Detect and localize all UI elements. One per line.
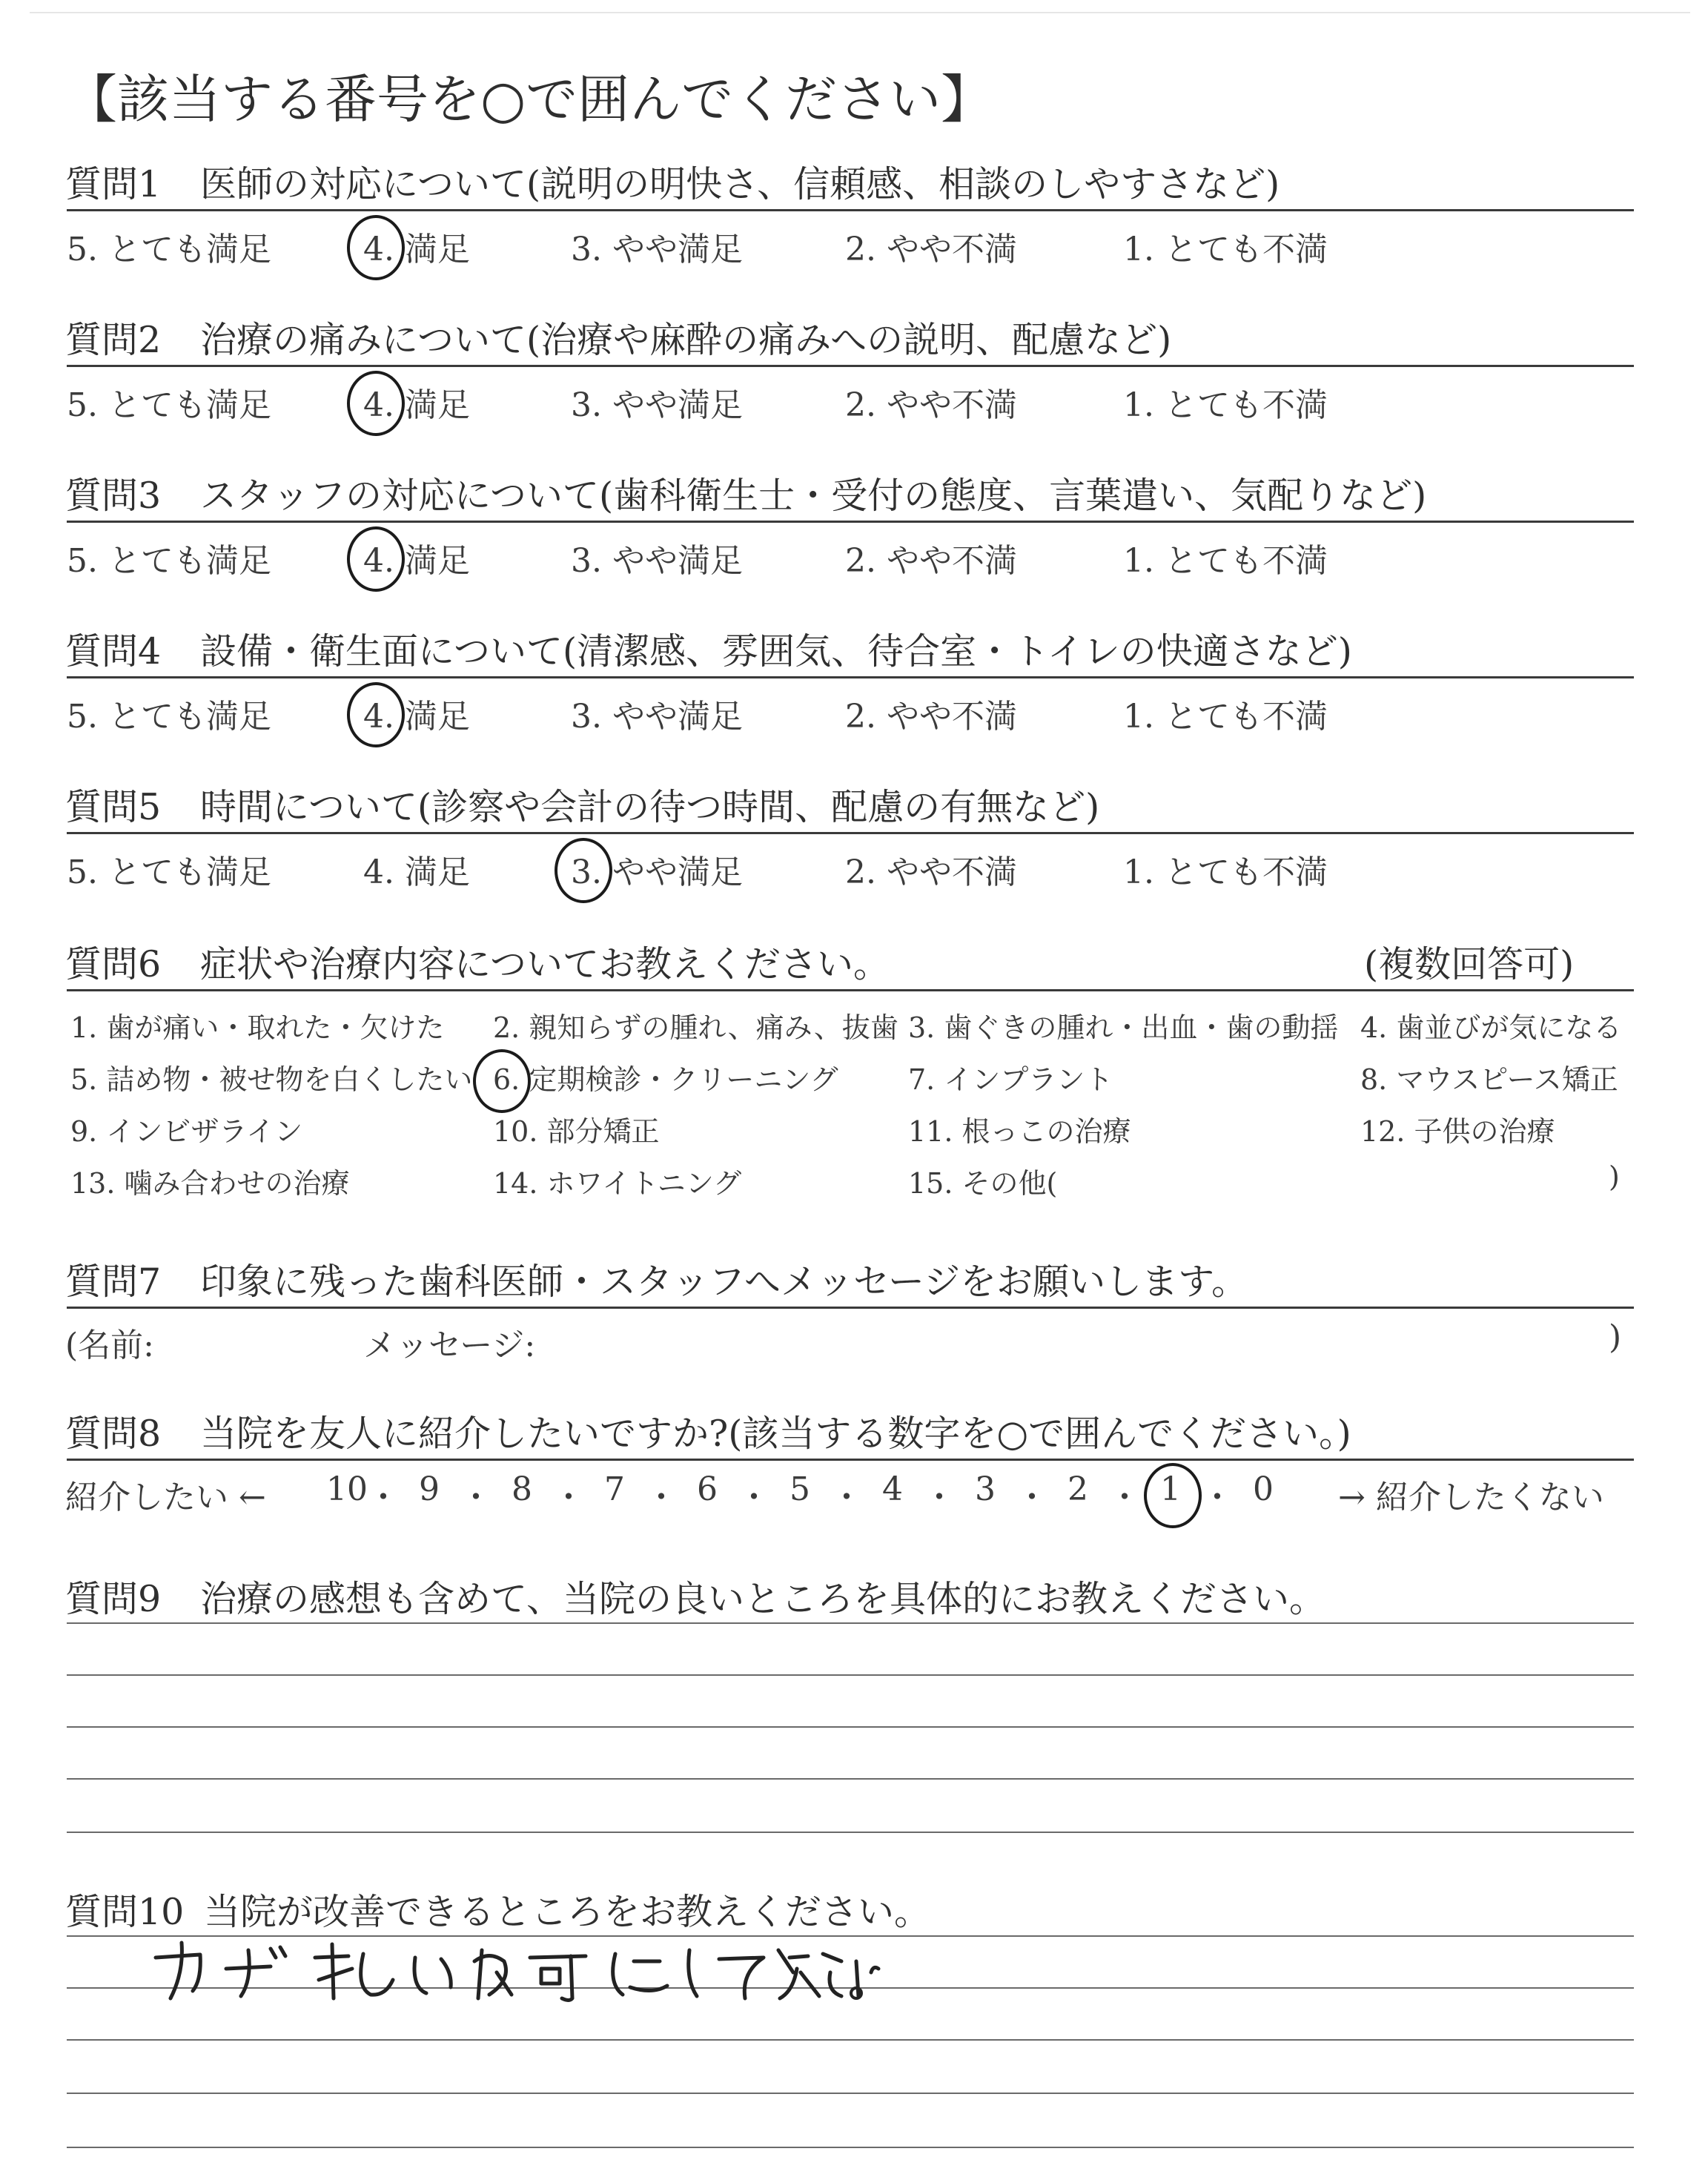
score-separator: ・	[552, 1479, 585, 1516]
rating-option[interactable]: 4. 満足	[363, 386, 470, 424]
answer-line	[67, 1726, 1634, 1728]
symptom-option[interactable]: 6. 定期検診・クリーニング	[493, 1063, 838, 1096]
symptom-option[interactable]: 3. 歯ぐきの腫れ・出血・歯の動揺	[908, 1011, 1339, 1044]
question-underline	[67, 521, 1634, 523]
close-paren: )	[1609, 1318, 1622, 1356]
question-label: 質問10	[65, 1891, 185, 1933]
score-separator: ・	[460, 1479, 492, 1516]
answer-line	[67, 1674, 1634, 1676]
question-label: 質問3	[65, 475, 162, 517]
question-label: 質問4	[65, 630, 162, 673]
question-text: 医師の対応について(説明の明快さ、信頼感、相談のしやすさなど)	[200, 163, 1280, 205]
symptom-option[interactable]: 14. ホワイトニング	[493, 1167, 742, 1200]
rating-option[interactable]: 5. とても満足	[67, 231, 271, 268]
symptom-option[interactable]: 2. 親知らずの腫れ、痛み、抜歯	[493, 1011, 898, 1044]
score-separator: ・	[923, 1479, 956, 1516]
question-label: 質問1	[65, 163, 162, 205]
symptom-option[interactable]: 7. インプラント	[908, 1063, 1113, 1096]
rating-option[interactable]: 1. とても不満	[1123, 853, 1328, 891]
question-text: 治療の感想も含めて、当院の良いところを具体的にお教えください。	[200, 1578, 1326, 1620]
recommend-score[interactable]: 0	[1253, 1470, 1274, 1508]
question-label: 質問2	[65, 319, 162, 361]
symptom-option[interactable]: 1. 歯が痛い・取れた・欠けた	[70, 1011, 445, 1044]
recommend-score[interactable]: 6	[697, 1470, 718, 1508]
rating-option[interactable]: 2. やや不満	[845, 386, 1017, 424]
selected-answer-circle	[347, 215, 405, 280]
answer-line	[67, 2093, 1634, 2094]
answer-line	[67, 1832, 1634, 1833]
recommend-score[interactable]: 1	[1160, 1470, 1181, 1508]
rating-option[interactable]: 1. とても不満	[1123, 386, 1328, 424]
question-text: 治療の痛みについて(治療や麻酔の痛みへの説明、配慮など)	[200, 319, 1172, 361]
scan-edge	[30, 12, 1690, 13]
question-text: 印象に残った歯科医師・スタッフへメッセージをお願いします。	[200, 1261, 1248, 1303]
rating-option[interactable]: 3. やや満足	[571, 853, 743, 891]
score-separator: ・	[1108, 1479, 1141, 1516]
rating-option[interactable]: 4. 満足	[363, 231, 470, 268]
q10-handwritten-answer	[141, 1928, 882, 2009]
rating-option[interactable]: 3. やや満足	[571, 231, 743, 268]
instruction-title: 【該当する番号を○で囲んでください】	[65, 69, 993, 130]
rating-option[interactable]: 3. やや満足	[571, 542, 743, 580]
recommend-score[interactable]: 8	[512, 1470, 532, 1508]
rating-option[interactable]: 2. やや不満	[845, 231, 1017, 268]
symptom-option[interactable]: 13. 噛み合わせの治療	[70, 1167, 350, 1200]
rating-option[interactable]: 3. やや満足	[571, 386, 743, 424]
rating-option[interactable]: 5. とても満足	[67, 386, 271, 424]
question-underline	[67, 209, 1634, 211]
rating-option[interactable]: 4. 満足	[363, 698, 470, 736]
recommend-score[interactable]: 5	[790, 1470, 810, 1508]
recommend-left-label: 紹介したい ←	[65, 1479, 266, 1516]
rating-option[interactable]: 5. とても満足	[67, 698, 271, 736]
question-text: 症状や治療内容についてお教えください。	[200, 943, 890, 985]
score-separator: ・	[1201, 1479, 1234, 1516]
answer-line	[67, 2039, 1634, 2041]
question-text: 時間について(診察や会計の待つ時間、配慮の有無など)	[200, 786, 1100, 828]
selected-answer-circle	[347, 526, 405, 592]
symptom-option[interactable]: 12. 子供の治療	[1360, 1115, 1555, 1148]
rating-option[interactable]: 4. 満足	[363, 542, 470, 580]
recommend-score[interactable]: 7	[604, 1470, 625, 1508]
rating-option[interactable]: 3. やや満足	[571, 698, 743, 736]
question-underline	[67, 1307, 1634, 1309]
name-label: (名前:	[65, 1327, 154, 1364]
multiple-answer-note: (複数回答可)	[1364, 943, 1575, 985]
answer-line	[67, 1622, 1634, 1624]
rating-option[interactable]: 5. とても満足	[67, 542, 271, 580]
question-label: 質問9	[65, 1578, 162, 1620]
question-label: 質問8	[65, 1413, 162, 1455]
question-underline	[67, 676, 1634, 678]
question-text: 設備・衛生面について(清潔感、雰囲気、待合室・トイレの快適さなど)	[200, 630, 1352, 673]
rating-option[interactable]: 2. やや不満	[845, 698, 1017, 736]
rating-option[interactable]: 2. やや不満	[845, 542, 1017, 580]
score-separator: ・	[738, 1479, 770, 1516]
question-underline	[67, 832, 1634, 834]
symptom-option[interactable]: 8. マウスピース矯正	[1360, 1063, 1618, 1096]
symptom-option[interactable]: 5. 詰め物・被せ物を白くしたい	[70, 1063, 473, 1096]
recommend-score[interactable]: 9	[419, 1470, 440, 1508]
symptom-option[interactable]: 11. 根っこの治療	[908, 1115, 1131, 1148]
question-text: 当院を友人に紹介したいですか?(該当する数字を○で囲んでください。)	[200, 1413, 1351, 1455]
recommend-score[interactable]: 2	[1068, 1470, 1088, 1508]
recommend-score[interactable]: 3	[975, 1470, 996, 1508]
selected-answer-circle	[555, 838, 612, 903]
rating-option[interactable]: 5. とても満足	[67, 853, 271, 891]
question-underline	[67, 1459, 1634, 1461]
question-underline	[67, 365, 1634, 367]
message-label: メッセージ:	[363, 1327, 536, 1364]
question-label: 質問7	[65, 1261, 162, 1303]
symptom-option[interactable]: 15. その他(	[908, 1167, 1058, 1200]
score-separator: ・	[1016, 1479, 1048, 1516]
question-underline	[67, 989, 1634, 991]
recommend-right-label: → 紹介したくない	[1338, 1479, 1604, 1516]
question-text: 当院が改善できるところをお教えください。	[204, 1891, 931, 1933]
recommend-score[interactable]: 4	[882, 1470, 903, 1508]
symptom-option[interactable]: 4. 歯並びが気になる	[1360, 1011, 1622, 1044]
selected-answer-circle	[347, 682, 405, 747]
selected-answer-circle	[1144, 1463, 1202, 1528]
symptom-option[interactable]: 9. インビザライン	[70, 1115, 303, 1148]
recommend-score[interactable]: 10	[326, 1470, 368, 1508]
rating-option[interactable]: 2. やや不満	[845, 853, 1017, 891]
rating-option[interactable]: 1. とても不満	[1123, 231, 1328, 268]
symptom-option[interactable]: 10. 部分矯正	[493, 1115, 660, 1148]
question-label: 質問6	[65, 943, 162, 985]
rating-option[interactable]: 1. とても不満	[1123, 542, 1328, 580]
question-text: スタッフの対応について(歯科衛生士・受付の態度、言葉遣い、気配りなど)	[200, 475, 1427, 517]
score-separator: ・	[645, 1479, 678, 1516]
rating-option[interactable]: 4. 満足	[363, 853, 470, 891]
question-label: 質問5	[65, 786, 162, 828]
score-separator: ・	[367, 1479, 400, 1516]
selected-answer-circle	[347, 371, 405, 436]
answer-line	[67, 1778, 1634, 1780]
selected-answer-circle	[473, 1049, 531, 1113]
score-separator: ・	[830, 1479, 863, 1516]
handwriting-ink	[141, 1928, 882, 2009]
symptom-option[interactable]: )	[1609, 1160, 1620, 1193]
rating-option[interactable]: 1. とても不満	[1123, 698, 1328, 736]
answer-line	[67, 2147, 1634, 2148]
